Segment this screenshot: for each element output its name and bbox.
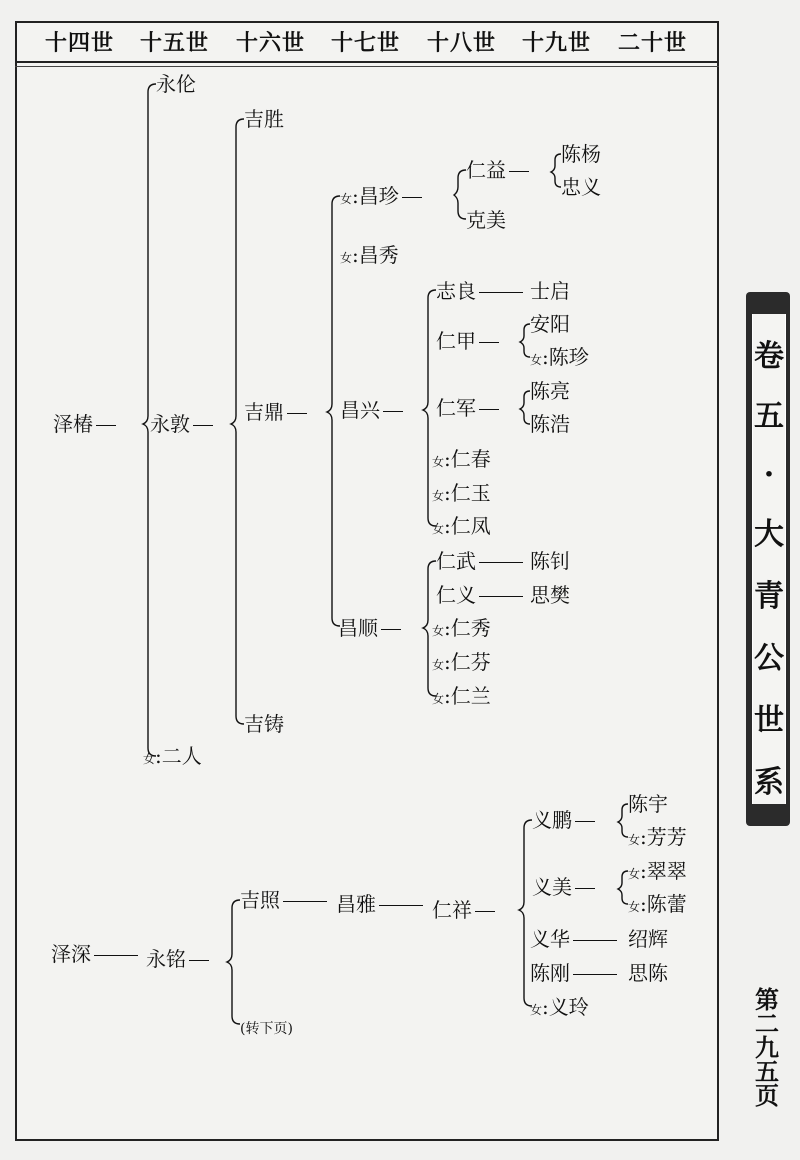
member-yongdun: 永敦: [150, 414, 216, 434]
member-chenliang: 陈亮: [530, 379, 570, 403]
member-shaohui: 绍辉: [628, 927, 668, 951]
member-chenzhen: 女:陈珍: [530, 345, 589, 369]
page-number: [752, 985, 782, 1110]
page-number-char: 第: [755, 985, 779, 1014]
member-renyu: 女:仁玉: [432, 481, 491, 505]
member-renxiu: 女:仁秀: [432, 616, 491, 640]
member-jizhu: 吉铸: [244, 712, 284, 736]
volume-title-char: 公: [754, 641, 784, 676]
member-cuicui: 女:翠翠: [628, 859, 687, 883]
member-daughters-two: 女:二人: [143, 744, 202, 768]
member-chenlei: 女:陈蕾: [628, 892, 687, 916]
volume-title-char: 大: [754, 517, 784, 552]
member-renwu: 仁武: [436, 551, 526, 571]
member-chenyang: 陈杨: [561, 142, 601, 166]
member-jiding: 吉鼎: [244, 402, 310, 422]
member-renlan: 女:仁兰: [432, 684, 491, 708]
generation-17-heading: 十七世: [331, 30, 401, 56]
member-shiqi: 士启: [530, 279, 570, 303]
volume-title-char: ·: [763, 457, 775, 492]
member-renyi-2: 仁义: [436, 585, 526, 605]
member-renfen: 女:仁芬: [432, 650, 491, 674]
member-yonglun: 永伦: [156, 72, 196, 96]
member-renjia: 仁甲: [436, 331, 502, 351]
member-sichen: 思陈: [628, 961, 668, 985]
member-kemei: 克美: [466, 208, 506, 232]
member-jisheng: 吉胜: [244, 107, 284, 131]
volume-title-char: 五: [754, 399, 784, 434]
volume-title-char: 卷: [754, 339, 784, 374]
member-fangfang: 女:芳芳: [628, 825, 687, 849]
member-yipeng: 义鹏: [532, 810, 598, 830]
member-zeshen: 泽深: [51, 944, 141, 964]
member-changshun: 昌顺: [338, 618, 404, 638]
member-renyi: 仁益: [466, 160, 532, 180]
member-chenhao: 陈浩: [530, 412, 570, 436]
member-yimei: 义美: [532, 877, 598, 897]
volume-title-inner: [752, 314, 786, 804]
volume-title-char: 青: [754, 579, 784, 614]
volume-title-char: 世: [754, 703, 784, 738]
member-jizhao: 吉照: [240, 890, 330, 910]
member-yiling: 女:义玲: [530, 995, 589, 1019]
generation-20-heading: 二十世: [618, 30, 688, 56]
member-renjun: 仁军: [436, 398, 502, 418]
member-renchun: 女:仁春: [432, 447, 491, 471]
member-changxiu: 女:昌秀: [340, 243, 399, 267]
continued-next-page-note: (转下页): [240, 1021, 293, 1037]
generation-14-heading: 十四世: [45, 30, 115, 56]
volume-title-char: 系: [754, 765, 784, 800]
member-sifan: 思樊: [530, 583, 570, 607]
page-number-char: 九: [755, 1033, 779, 1062]
generation-19-heading: 十九世: [522, 30, 592, 56]
member-anyang: 安阳: [530, 312, 570, 336]
page-number-char: 页: [755, 1081, 779, 1110]
member-renxiang: 仁祥: [432, 900, 498, 920]
member-chenzhao: 陈钊: [530, 549, 570, 573]
page-number-char: 五: [755, 1057, 779, 1086]
member-chenyu: 陈宇: [628, 792, 668, 816]
member-yihua: 义华: [530, 929, 620, 949]
generation-15-heading: 十五世: [140, 30, 210, 56]
member-zhongyi: 忠义: [561, 175, 601, 199]
member-zhiliang: 志良: [436, 281, 526, 301]
member-yongming: 永铭: [146, 949, 212, 969]
member-changzhen: 女:昌珍: [340, 186, 425, 206]
member-renfeng: 女:仁凤: [432, 514, 491, 538]
member-chengang: 陈刚: [530, 963, 620, 983]
female-marker: 女: [143, 752, 156, 766]
page-number-char: 二: [755, 1009, 779, 1038]
member-zechun: 泽椿: [53, 414, 119, 434]
member-changya: 昌雅: [336, 894, 426, 914]
generation-18-heading: 十八世: [427, 30, 497, 56]
volume-title-panel: [746, 292, 790, 826]
generation-16-heading: 十六世: [236, 30, 306, 56]
member-changxing: 昌兴: [340, 400, 406, 420]
